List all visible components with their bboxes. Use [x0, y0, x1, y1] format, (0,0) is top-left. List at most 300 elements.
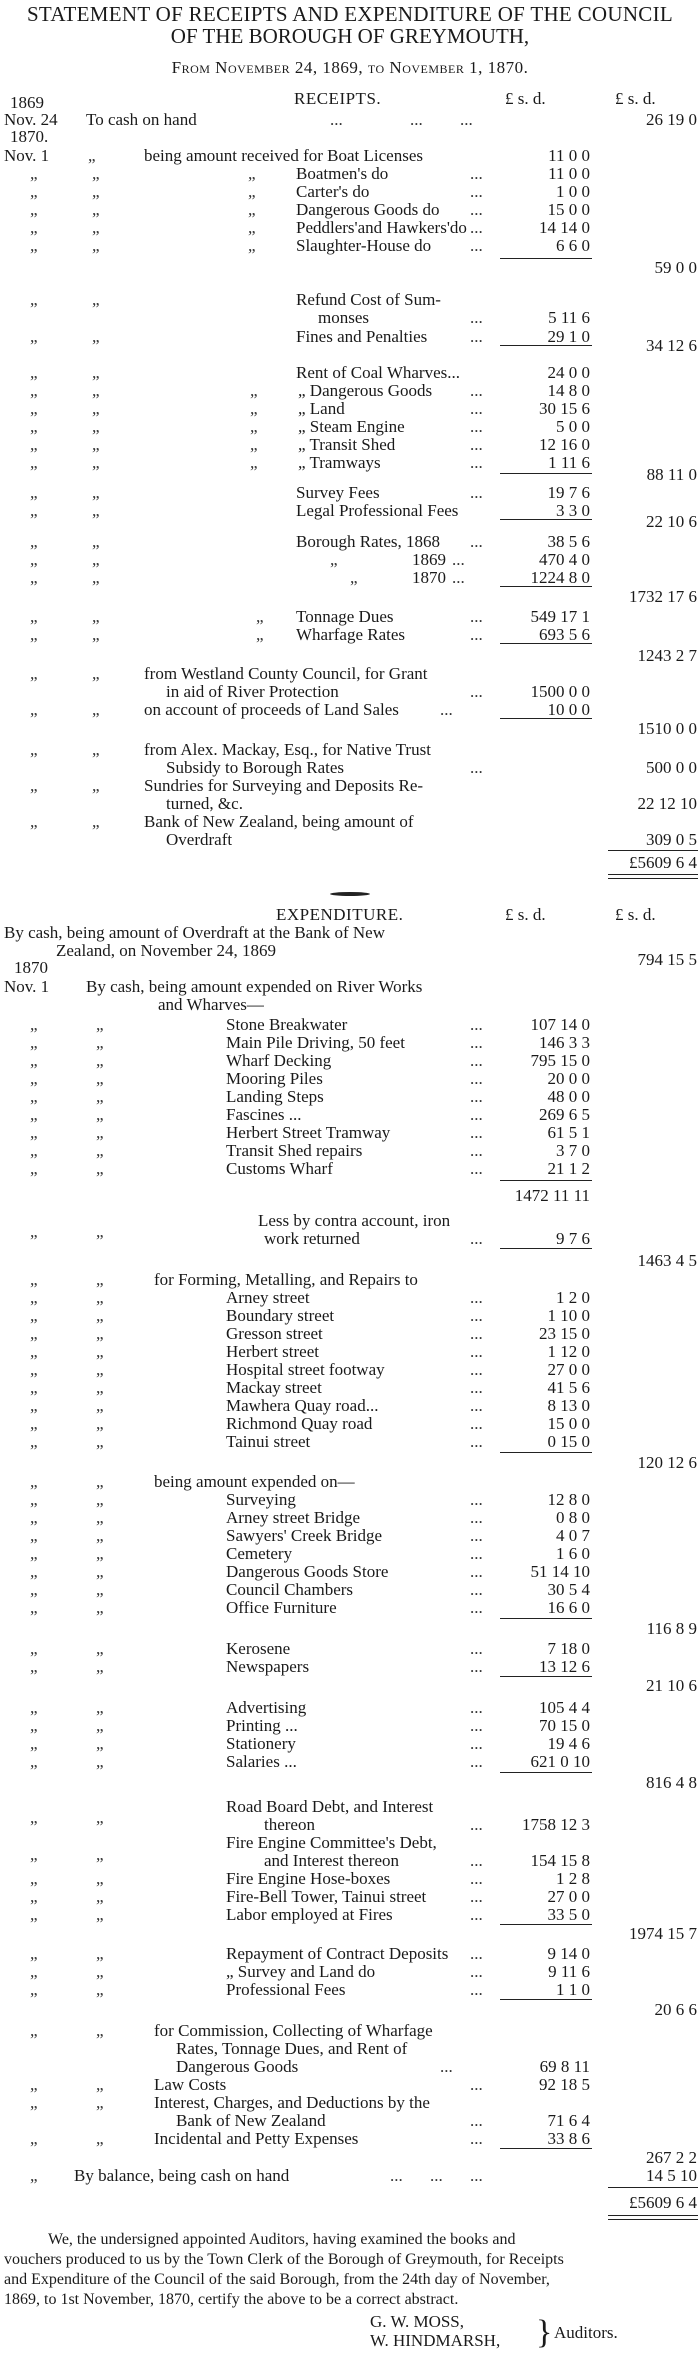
exp-text: Fire Engine Committee's Debt, [226, 1833, 437, 1852]
leader-dots: ... [470, 483, 483, 502]
ditto-mark: „ [250, 453, 258, 472]
exp-item-value: 41 5 6 [547, 1378, 590, 1397]
exp-item-text: Mackay street [226, 1378, 322, 1397]
rule-line [608, 2187, 698, 2188]
receipt-value: 14 14 0 [539, 218, 590, 237]
ditto-mark: „ [96, 1432, 104, 1451]
exp-item-value: 1 10 0 [547, 1306, 590, 1325]
ditto-mark: „ [92, 664, 100, 683]
ditto-mark: „ [30, 550, 38, 569]
ditto-mark: „ [92, 218, 100, 237]
exp-item-text: Kerosene [226, 1639, 291, 1658]
ditto-mark: „ [92, 327, 100, 346]
ditto-mark: „ [30, 740, 38, 759]
ditto-mark: „ [30, 1033, 38, 1052]
ditto-mark: „ [30, 2093, 38, 2112]
receipt-value: 12 16 0 [539, 435, 590, 454]
ditto-mark: „ [96, 1288, 104, 1307]
title-line-2: OF THE BOROUGH OF GREYMOUTH, [170, 24, 530, 48]
ditto-mark: „ [92, 236, 100, 255]
receipt-text: „ Dangerous Goods [298, 381, 433, 400]
ditto-mark: „ [92, 625, 100, 644]
exp-text: By cash, being amount expended on River Works [86, 977, 423, 996]
exp-item-value: 0 8 0 [556, 1508, 590, 1527]
exp-item-value: 1 2 0 [556, 1288, 590, 1307]
receipt-value: 26 19 0 [646, 110, 697, 129]
exp-subtotal: 21 10 6 [646, 1676, 697, 1695]
ditto-mark: „ [96, 1752, 104, 1771]
ditto-mark: „ [350, 568, 358, 587]
receipt-value: 30 15 6 [539, 399, 590, 418]
receipt-text: Peddlers'and Hawkers'do [296, 218, 467, 237]
leader-dots: ... [470, 1288, 483, 1307]
leader-dots: ... [470, 1342, 483, 1361]
exp-text: Bank of New Zealand [176, 2111, 326, 2130]
leader-dots: ... [470, 1580, 483, 1599]
exp-item-value: 51 14 10 [530, 1562, 590, 1581]
ditto-mark: „ [30, 1657, 38, 1676]
receipt-value: 11 0 0 [548, 146, 590, 165]
ditto-mark: „ [30, 1288, 38, 1307]
ditto-mark: „ [92, 568, 100, 587]
title-line-1: STATEMENT OF RECEIPTS AND EXPENDITURE OF THE COUNCIL [26, 2, 674, 26]
receipt-text: Dangerous Goods do [296, 200, 440, 219]
ditto-mark: „ [96, 1980, 104, 1999]
leader-dots: ... [470, 1598, 483, 1617]
exp-item-text: Transit Shed repairs [226, 1141, 363, 1160]
receipt-subtotal: 1243 2 7 [637, 646, 697, 665]
ditto-mark: „ [96, 1580, 104, 1599]
exp-item-value: 4 0 7 [556, 1526, 590, 1545]
exp-item-value: 16 6 0 [547, 1598, 590, 1617]
leader-dots: ... [470, 532, 483, 551]
exp-item-value: 621 0 10 [530, 1752, 590, 1771]
receipt-subtotal: 22 10 6 [646, 512, 697, 531]
exp-item-value: 1 6 0 [556, 1544, 590, 1563]
leader-dots: ... [410, 110, 423, 129]
leader-dots: ... [452, 568, 465, 587]
exp-value: 1758 12 3 [522, 1815, 590, 1834]
ditto-mark: „ [96, 1562, 104, 1581]
exp-item-text: Fascines ... [226, 1105, 302, 1124]
exp-item-value: 795 15 0 [530, 1051, 590, 1070]
receipt-value: 500 0 0 [646, 758, 697, 777]
ditto-mark: „ [30, 625, 38, 644]
leader-dots: ... [470, 1544, 483, 1563]
ditto-mark: „ [92, 164, 100, 183]
exp-subtotal: 267 2 2 [646, 2148, 697, 2167]
exp-text: Rates, Tonnage Dues, and Rent of [176, 2039, 408, 2058]
ditto-mark: „ [96, 1808, 104, 1827]
ditto-mark: „ [92, 812, 100, 831]
ditto-mark: „ [96, 1015, 104, 1034]
rule-line [500, 586, 592, 587]
receipt-value: 5 11 6 [548, 308, 590, 327]
rule-line [500, 2148, 592, 2149]
exp-text: work returned [264, 1229, 360, 1248]
leader-dots: ... [330, 110, 343, 129]
rule-line [500, 1772, 592, 1773]
ditto-mark: „ [96, 1490, 104, 1509]
exp-item-text: Repayment of Contract Deposits [226, 1944, 449, 1963]
exp-item-text: Hospital street footway [226, 1360, 385, 1379]
exp-text: Road Board Debt, and Interest [226, 1797, 434, 1816]
exp-item-text: Main Pile Driving, 50 feet [226, 1033, 405, 1052]
exp-item-text: Dangerous Goods Store [226, 1562, 389, 1581]
exp-item-value: 1 1 0 [556, 1980, 590, 1999]
ditto-mark: „ [30, 568, 38, 587]
exp-item-value: 9 14 0 [547, 1944, 590, 1963]
leader-dots: ... [470, 1306, 483, 1325]
exp-item-text: Fire Engine Hose-boxes [226, 1869, 391, 1888]
receipt-text: being amount received for Boat Licenses [144, 146, 423, 165]
ditto-mark: „ [30, 1472, 38, 1491]
ditto-mark: „ [30, 1051, 38, 1070]
leader-dots: ... [470, 625, 483, 644]
exp-value: 69 8 11 [539, 2057, 590, 2076]
ditto-mark: „ [30, 607, 38, 626]
exp-item-value: 0 15 0 [547, 1432, 590, 1451]
ditto-mark: „ [30, 363, 38, 382]
exp-subtotal: 1472 11 11 [514, 1186, 590, 1205]
receipts-heading: RECEIPTS. [294, 89, 382, 108]
ditto-mark: „ [30, 290, 38, 309]
exp-text: Zealand, on November 24, 1869 [56, 941, 276, 960]
exp-item-text: „ Survey and Land do [226, 1962, 376, 1981]
exp-text: thereon [264, 1815, 315, 1834]
receipt-text: Fines and Penalties [296, 327, 428, 346]
ditto-mark: „ [30, 1141, 38, 1160]
exp-item-value: 107 14 0 [530, 1015, 590, 1034]
ditto-mark: „ [30, 453, 38, 472]
ditto-mark: „ [30, 1159, 38, 1178]
receipt-text: Bank of New Zealand, being amount of [144, 812, 414, 831]
receipt-value: 10 0 0 [547, 700, 590, 719]
ditto-mark: „ [96, 1887, 104, 1906]
leader-dots: ... [470, 1815, 483, 1834]
ditto-mark: „ [30, 532, 38, 551]
ditto-mark: „ [92, 607, 100, 626]
exp-value: 9 7 6 [556, 1229, 590, 1248]
rule-line [500, 718, 592, 719]
receipt-text: from Alex. Mackay, Esq., for Native Trust [144, 740, 431, 759]
exp-item-text: Tainui street [226, 1432, 311, 1451]
ditto-mark: „ [30, 1490, 38, 1509]
receipt-grand-total: £5609 6 4 [629, 853, 697, 872]
ditto-mark: „ [30, 1598, 38, 1617]
leader-dots: ... [430, 2166, 443, 2185]
exp-subtotal: 816 4 8 [646, 1773, 697, 1792]
ditto-mark: „ [30, 1580, 38, 1599]
exp-item-value: 1 2 8 [556, 1869, 590, 1888]
exp-item-value: 269 6 5 [539, 1105, 590, 1124]
exp-item-value: 23 15 0 [539, 1324, 590, 1343]
exp-item-value: 21 1 2 [547, 1159, 590, 1178]
ditto-mark: „ [30, 1962, 38, 1981]
ditto-mark: „ [96, 2075, 104, 2094]
ditto-mark: „ [92, 435, 100, 454]
receipt-value: 11 0 0 [548, 164, 590, 183]
ditto-mark: „ [30, 1905, 38, 1924]
leader-dots: ... [470, 1639, 483, 1658]
exp-item-value: 61 5 1 [547, 1123, 590, 1142]
receipt-text: turned, &c. [166, 794, 243, 813]
leader-dots: ... [470, 1944, 483, 1963]
leader-dots: ... [470, 682, 483, 701]
exp-value: 14 5 10 [646, 2166, 697, 2185]
exp-item-value: 12 8 0 [547, 1490, 590, 1509]
exp-item-text: Richmond Quay road [226, 1414, 373, 1433]
receipt-text: Survey Fees [296, 483, 380, 502]
rule-line [608, 850, 698, 851]
leader-dots: ... [470, 435, 483, 454]
ditto-mark: „ [30, 812, 38, 831]
ditto-mark: „ [96, 1698, 104, 1717]
audit-line-3: and Expenditure of the Council of the said Borough, from the 24th day of November, [4, 2271, 550, 2288]
exp-item-text: Labor employed at Fires [226, 1905, 393, 1924]
ditto-mark: „ [30, 2129, 38, 2148]
exp-item-text: Salaries ... [226, 1752, 297, 1771]
receipt-value: 5 0 0 [556, 417, 590, 436]
ditto-mark: „ [30, 1270, 38, 1289]
leader-dots: ... [470, 1051, 483, 1070]
receipt-text: Borough Rates, 1868 [296, 532, 441, 551]
ditto-mark: „ [256, 607, 264, 626]
double-rule [608, 874, 698, 879]
leader-dots: ... [470, 2129, 483, 2148]
title-line-3: From November 24, 1869, to November 1, 1870. [171, 58, 529, 77]
leader-dots: ... [470, 308, 483, 327]
exp-item-text: Boundary street [226, 1306, 335, 1325]
ditto-mark: „ [96, 1905, 104, 1924]
ditto-mark: „ [30, 1222, 38, 1241]
col-head-2: £ s. d. [615, 89, 656, 108]
ditto-mark: „ [92, 200, 100, 219]
exp-grand-total: £5609 6 4 [629, 2193, 697, 2212]
ditto-mark: „ [92, 550, 100, 569]
ditto-mark: „ [30, 200, 38, 219]
ditto-mark: „ [92, 483, 100, 502]
receipt-value: 309 0 5 [646, 830, 697, 849]
ditto-mark: „ [92, 740, 100, 759]
leader-dots: ... [470, 1159, 483, 1178]
ditto-mark: „ [30, 1123, 38, 1142]
ditto-mark: „ [96, 1306, 104, 1325]
exp-item-text: Professional Fees [226, 1980, 346, 1999]
receipt-subtotal: 34 12 6 [646, 336, 697, 355]
leader-dots: ... [470, 327, 483, 346]
ditto-mark: „ [30, 1734, 38, 1753]
ditto-mark: „ [92, 776, 100, 795]
receipt-value: 22 12 10 [637, 794, 697, 813]
ditto-mark: „ [250, 381, 258, 400]
receipt-text: „ Transit Shed [298, 435, 396, 454]
receipt-date: Nov. 1 [4, 146, 50, 165]
ditto-mark: „ [96, 2129, 104, 2148]
leader-dots: ... [470, 1698, 483, 1717]
exp-text: for Forming, Metalling, and Repairs to [154, 1270, 418, 1289]
exp-subtotal: 120 12 6 [637, 1453, 697, 1472]
leader-dots: ... [470, 1087, 483, 1106]
receipt-text: Refund Cost of Sum- [296, 290, 441, 309]
leader-dots: ... [470, 1562, 483, 1581]
leader-dots: ... [470, 1105, 483, 1124]
leader-dots: ... [470, 1378, 483, 1397]
exp-subtotal: 116 8 9 [646, 1619, 697, 1638]
leader-dots: ... [470, 758, 483, 777]
ditto-mark: „ [96, 1270, 104, 1289]
leader-dots: ... [470, 2111, 483, 2130]
exp-item-value: 70 15 0 [539, 1716, 590, 1735]
leader-dots: ... [470, 1887, 483, 1906]
receipt-value: 3 3 0 [556, 501, 590, 520]
leader-dots: ... [470, 164, 483, 183]
audit-line-1: We, the undersigned appointed Auditors, having examined the books and [48, 2231, 516, 2248]
ditto-mark: „ [30, 1808, 38, 1827]
ditto-mark: „ [96, 1734, 104, 1753]
exp-value: 794 15 5 [637, 950, 697, 969]
ditto-mark: „ [96, 2021, 104, 2040]
ditto-mark: „ [250, 417, 258, 436]
exp-item-text: Fire-Bell Tower, Tainui street [226, 1887, 427, 1906]
rule-line [500, 519, 592, 520]
ditto-mark: „ [30, 1544, 38, 1563]
rule-line [500, 1248, 592, 1249]
exp-text: and Interest thereon [264, 1851, 399, 1870]
leader-dots: ... [440, 2057, 453, 2076]
receipt-text: Slaughter-House do [296, 236, 432, 255]
receipt-text: Overdraft [166, 830, 233, 849]
exp-item-text: Mooring Piles [226, 1069, 323, 1088]
ditto-mark: „ [92, 700, 100, 719]
leader-dots: ... [470, 200, 483, 219]
leader-dots: ... [470, 182, 483, 201]
ditto-mark: „ [96, 1639, 104, 1658]
ditto-mark: „ [30, 164, 38, 183]
leader-dots: ... [460, 110, 473, 129]
year-1870: 1870. [10, 127, 49, 146]
leader-dots: ... [470, 1851, 483, 1870]
leader-dots: ... [470, 2075, 483, 2094]
leader-dots: ... [470, 1962, 483, 1981]
leader-dots: ... [470, 1229, 483, 1248]
receipt-value: 549 17 1 [530, 607, 590, 626]
receipt-text: To cash on hand [86, 110, 197, 129]
ditto-mark: „ [30, 1980, 38, 1999]
exp-item-text: Mawhera Quay road... [226, 1396, 379, 1415]
leader-dots: ... [470, 2166, 483, 2185]
ditto-mark: „ [30, 501, 38, 520]
receipt-text: Rent of Coal Wharves... [296, 363, 460, 382]
ditto-mark: „ [96, 1123, 104, 1142]
leader-dots: ... [470, 381, 483, 400]
receipt-value: 24 0 0 [547, 363, 590, 382]
exp-text: being amount expended on— [154, 1472, 355, 1491]
rule-line [500, 1676, 592, 1677]
ditto-mark: „ [30, 1698, 38, 1717]
receipt-subtotal: 1510 0 0 [637, 719, 697, 738]
ditto-mark: „ [92, 532, 100, 551]
receipt-text: from Westland County Council, for Grant [144, 664, 428, 683]
leader-dots: ... [470, 1734, 483, 1753]
rule-line [500, 1180, 592, 1181]
ditto-mark: „ [92, 417, 100, 436]
exp-subtotal: 20 6 6 [654, 2000, 697, 2019]
ditto-mark: „ [330, 550, 338, 569]
leader-dots: ... [470, 218, 483, 237]
rule-line [500, 1618, 592, 1619]
ditto-mark: „ [96, 1069, 104, 1088]
year-1869: 1869 [10, 93, 44, 112]
exp-item-value: 8 13 0 [547, 1396, 590, 1415]
rule-line [500, 1452, 592, 1453]
exp-value: 71 6 4 [547, 2111, 590, 2130]
ditto-mark: „ [30, 1639, 38, 1658]
exp-item-value: 30 5 4 [547, 1580, 590, 1599]
exp-text: for Commission, Collecting of Wharfage [154, 2021, 433, 2040]
leader-dots: ... [470, 1324, 483, 1343]
exp-subtotal: 1974 15 7 [629, 1924, 697, 1943]
ditto-mark: „ [96, 1962, 104, 1981]
exp-text: Interest, Charges, and Deductions by the [154, 2093, 430, 2112]
exp-item-text: Herbert Street Tramway [226, 1123, 391, 1142]
exp-value: 33 8 6 [547, 2129, 590, 2148]
receipt-value: 1 0 0 [556, 182, 590, 201]
receipt-value: 15 0 0 [547, 200, 590, 219]
year-1870-exp: 1870 [14, 958, 48, 977]
ditto-mark: „ [30, 1324, 38, 1343]
ditto-mark: „ [30, 2021, 38, 2040]
receipt-value: 470 4 0 [539, 550, 590, 569]
exp-item-value: 27 0 0 [547, 1887, 590, 1906]
leader-dots: ... [470, 1069, 483, 1088]
ditto-mark: „ [30, 1069, 38, 1088]
exp-item-text: Printing ... [226, 1716, 298, 1735]
ditto-mark: „ [96, 1159, 104, 1178]
expenditure-heading: EXPENDITURE. [276, 905, 404, 924]
exp-item-text: Stone Breakwater [226, 1015, 348, 1034]
ditto-mark: „ [30, 776, 38, 795]
leader-dots: ... [470, 1015, 483, 1034]
leader-dots: ... [470, 1905, 483, 1924]
ditto-mark: „ [96, 1141, 104, 1160]
ditto-mark: „ [96, 1087, 104, 1106]
exp-text: By balance, being cash on hand [74, 2166, 290, 2185]
ditto-mark: „ [30, 700, 38, 719]
exp-item-text: Council Chambers [226, 1580, 354, 1599]
leader-dots: ... [390, 2166, 403, 2185]
receipt-subtotal: 59 0 0 [654, 258, 697, 277]
exp-item-text: Herbert street [226, 1342, 319, 1361]
ditto-mark: „ [30, 1342, 38, 1361]
exp-item-value: 146 3 3 [539, 1033, 590, 1052]
exp-text: Incidental and Petty Expenses [154, 2129, 359, 2148]
leader-dots: ... [440, 700, 453, 719]
rule-line [500, 1924, 592, 1925]
auditors-label: Auditors. [554, 2323, 618, 2342]
ditto-mark: „ [248, 200, 256, 219]
receipt-value: 693 5 6 [539, 625, 590, 644]
exp-item-text: Newspapers [226, 1657, 310, 1676]
leader-dots: ... [470, 1432, 483, 1451]
ditto-mark: „ [30, 1716, 38, 1735]
ditto-mark: „ [248, 218, 256, 237]
receipt-subtotal: 88 11 0 [646, 465, 697, 484]
ditto-mark: „ [248, 182, 256, 201]
ditto-mark: „ [248, 164, 256, 183]
ditto-mark: „ [30, 236, 38, 255]
ditto-mark: „ [30, 1396, 38, 1415]
